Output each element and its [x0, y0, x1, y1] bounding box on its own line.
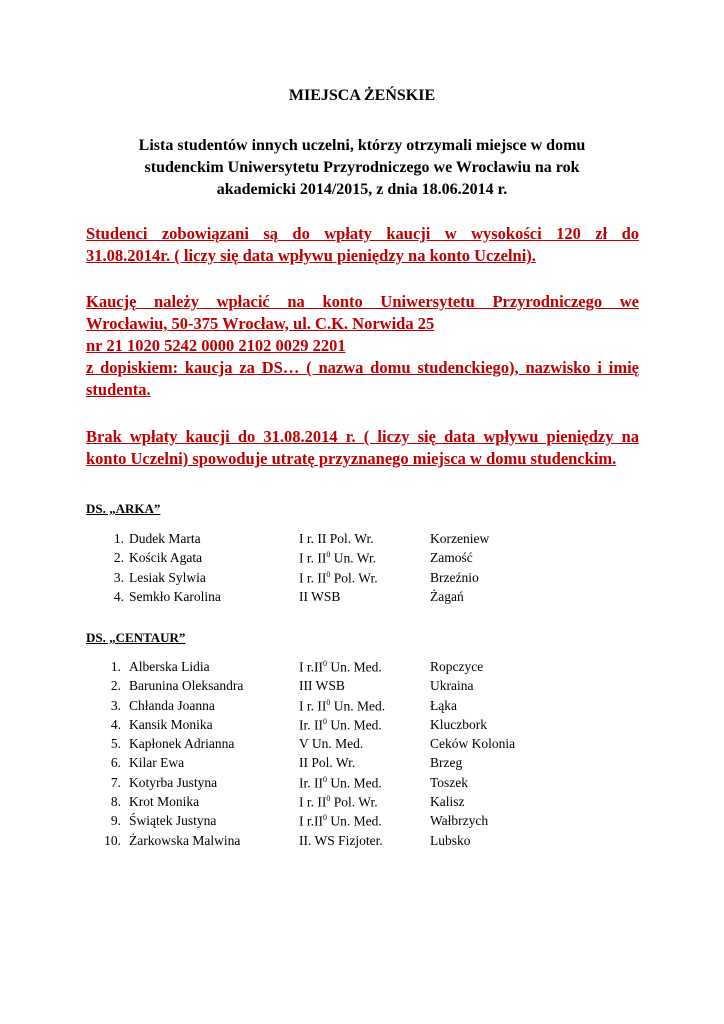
study-year: Ir. II	[299, 717, 323, 733]
item-number: 2.	[113, 550, 124, 566]
payment-instructions	[86, 291, 639, 401]
student-name: Chłanda Joanna	[129, 697, 215, 713]
home-town: Kluczbork	[430, 716, 487, 732]
item-number: 1.	[110, 659, 121, 674]
study-school: Pol. Wr.	[330, 794, 378, 810]
notice-line: konto Uczelni) spowoduje utratę przyznanego miejsca w domu studenckim.	[86, 449, 617, 468]
student-name: Kotyrba Justyna	[129, 774, 218, 790]
study-school: Un. Med.	[327, 813, 382, 829]
notice-line: Studenci zobowiązani są do wpłaty kaucji w wysokości 120 zł do	[86, 224, 639, 243]
student-list-arka	[0, 531, 724, 608]
degree-level-superscript: 0	[323, 716, 327, 726]
item-number: 5.	[110, 736, 121, 752]
degree-level-superscript: 0	[326, 550, 331, 560]
item-number: 6.	[110, 755, 121, 771]
home-town: Wałbrzych	[430, 813, 489, 829]
student-name: Kapłonek Adrianna	[129, 736, 235, 752]
study-year: Ir. II	[299, 775, 323, 791]
notice-line: studenta.	[86, 380, 151, 399]
document-subtitle	[100, 135, 624, 201]
study-year: I r. II	[299, 550, 327, 566]
home-town: Ceków Kolonia	[430, 736, 516, 752]
study-info: III WSB	[299, 678, 345, 694]
home-town: Lubsko	[430, 832, 471, 848]
list-item	[0, 813, 724, 832]
study-year: I r.II	[299, 813, 323, 829]
list-item	[0, 755, 724, 774]
dorm-heading-centaur: DS. „CENTAUR”	[86, 630, 186, 645]
degree-level-superscript: 0	[326, 794, 331, 804]
list-item	[0, 833, 724, 852]
study-info	[299, 659, 382, 676]
subtitle-line: Lista studentów innych uczelni, którzy otrzymali miejsce w domu	[138, 137, 586, 154]
study-school: Un. Med.	[327, 717, 382, 733]
subtitle-line: studenckim Uniwersytetu Przyrodniczego we Wrocławiu na rok	[144, 159, 580, 176]
home-town: Brzeźnio	[430, 569, 479, 585]
degree-level-superscript: 0	[326, 697, 331, 707]
item-number: 2.	[110, 678, 121, 694]
home-town: Zamość	[430, 550, 473, 566]
student-name: Lesiak Sylwia	[129, 569, 206, 585]
study-info: II Pol. Wr.	[299, 755, 356, 771]
degree-level-superscript: 0	[326, 569, 331, 579]
list-item	[0, 531, 724, 550]
degree-level-superscript: 0	[323, 813, 327, 823]
list-item	[0, 678, 724, 697]
deposit-notice	[86, 223, 639, 267]
study-info	[299, 698, 385, 715]
notice-line: Kaucję należy wpłacić na konto Uniwersytetu Przyrodniczego we	[86, 292, 639, 311]
notice-line: Wrocławiu, 50-375 Wrocław, ul. C.K. Norwida 25	[86, 314, 435, 333]
study-info: I r. II Pol. Wr.	[299, 531, 374, 546]
home-town: Brzeg	[430, 755, 463, 771]
list-item	[0, 736, 724, 755]
subtitle-line: akademicki 2014/2015, z dnia 18.06.2014 r.	[216, 181, 508, 198]
student-list-centaur	[0, 659, 724, 852]
list-item	[0, 550, 724, 569]
home-town: Ropczyce	[430, 659, 484, 674]
home-town: Łąka	[430, 697, 457, 713]
student-name: Kilar Ewa	[129, 755, 185, 771]
student-name: Świątek Justyna	[129, 813, 217, 829]
notice-line: Brak wpłaty kaucji do 31.08.2014 r. ( liczy się data wpływu pieniędzy na	[86, 427, 639, 446]
study-year: I r. II	[299, 698, 327, 714]
study-info	[299, 717, 382, 734]
home-town: Żagań	[430, 588, 464, 604]
item-number: 4.	[113, 588, 124, 604]
item-number: 8.	[110, 794, 121, 810]
list-item	[0, 698, 724, 717]
student-name: Żarkowska Malwina	[129, 832, 241, 848]
study-info: V Un. Med.	[299, 736, 364, 752]
list-item	[0, 775, 724, 794]
student-name: Krot Monika	[129, 794, 200, 810]
list-item	[0, 570, 724, 589]
notice-line: 31.08.2014r. ( liczy się data wpływu pieniędzy na konto Uczelni).	[86, 246, 536, 265]
study-school: Un. Wr.	[330, 550, 377, 566]
study-info	[299, 570, 378, 587]
home-town: Ukraina	[430, 678, 474, 694]
student-name: Kansik Monika	[129, 716, 213, 732]
home-town: Korzeniew	[430, 531, 490, 546]
list-item	[0, 794, 724, 813]
study-info	[299, 550, 376, 567]
list-item	[0, 659, 724, 678]
page-title: MIEJSCA ŻEŃSKIE	[288, 87, 436, 104]
study-year: I r.II	[299, 659, 323, 675]
study-year: I r. II	[299, 794, 327, 810]
student-name: Alberska Lidia	[129, 659, 210, 674]
study-info	[299, 775, 382, 792]
degree-level-superscript: 0	[323, 774, 327, 784]
study-school: Un. Med.	[327, 775, 382, 791]
item-number: 10.	[104, 832, 121, 848]
study-info	[299, 794, 378, 811]
student-name: Barunina Oleksandra	[129, 678, 244, 694]
list-item	[0, 717, 724, 736]
item-number: 4.	[110, 716, 121, 732]
study-school: Pol. Wr.	[330, 570, 378, 586]
notice-line: z dopiskiem: kaucja za DS… ( nazwa domu studenckiego), nazwisko i imię	[86, 358, 639, 377]
study-info: II. WS Fizjoter.	[299, 832, 383, 848]
study-info: II WSB	[299, 588, 341, 604]
item-number: 1.	[113, 531, 124, 546]
degree-level-superscript: 0	[323, 659, 327, 668]
study-year: I r. II	[299, 570, 327, 586]
study-info	[299, 813, 382, 830]
item-number: 7.	[110, 774, 121, 790]
deadline-warning	[86, 426, 639, 470]
item-number: 3.	[110, 697, 121, 713]
study-school: Un. Med.	[330, 698, 386, 714]
item-number: 9.	[110, 813, 121, 829]
home-town: Kalisz	[430, 794, 465, 810]
student-name: Kościk Agata	[129, 550, 203, 566]
account-number: nr 21 1020 5242 0000 2102 0029 2201	[86, 336, 346, 355]
study-school: Un. Med.	[327, 659, 382, 675]
dorm-heading-arka: DS. „ARKA”	[86, 501, 161, 516]
home-town: Toszek	[430, 774, 469, 790]
student-name: Dudek Marta	[129, 531, 201, 546]
student-name: Semkło Karolina	[129, 588, 221, 604]
item-number: 3.	[113, 569, 124, 585]
list-item	[0, 589, 724, 608]
